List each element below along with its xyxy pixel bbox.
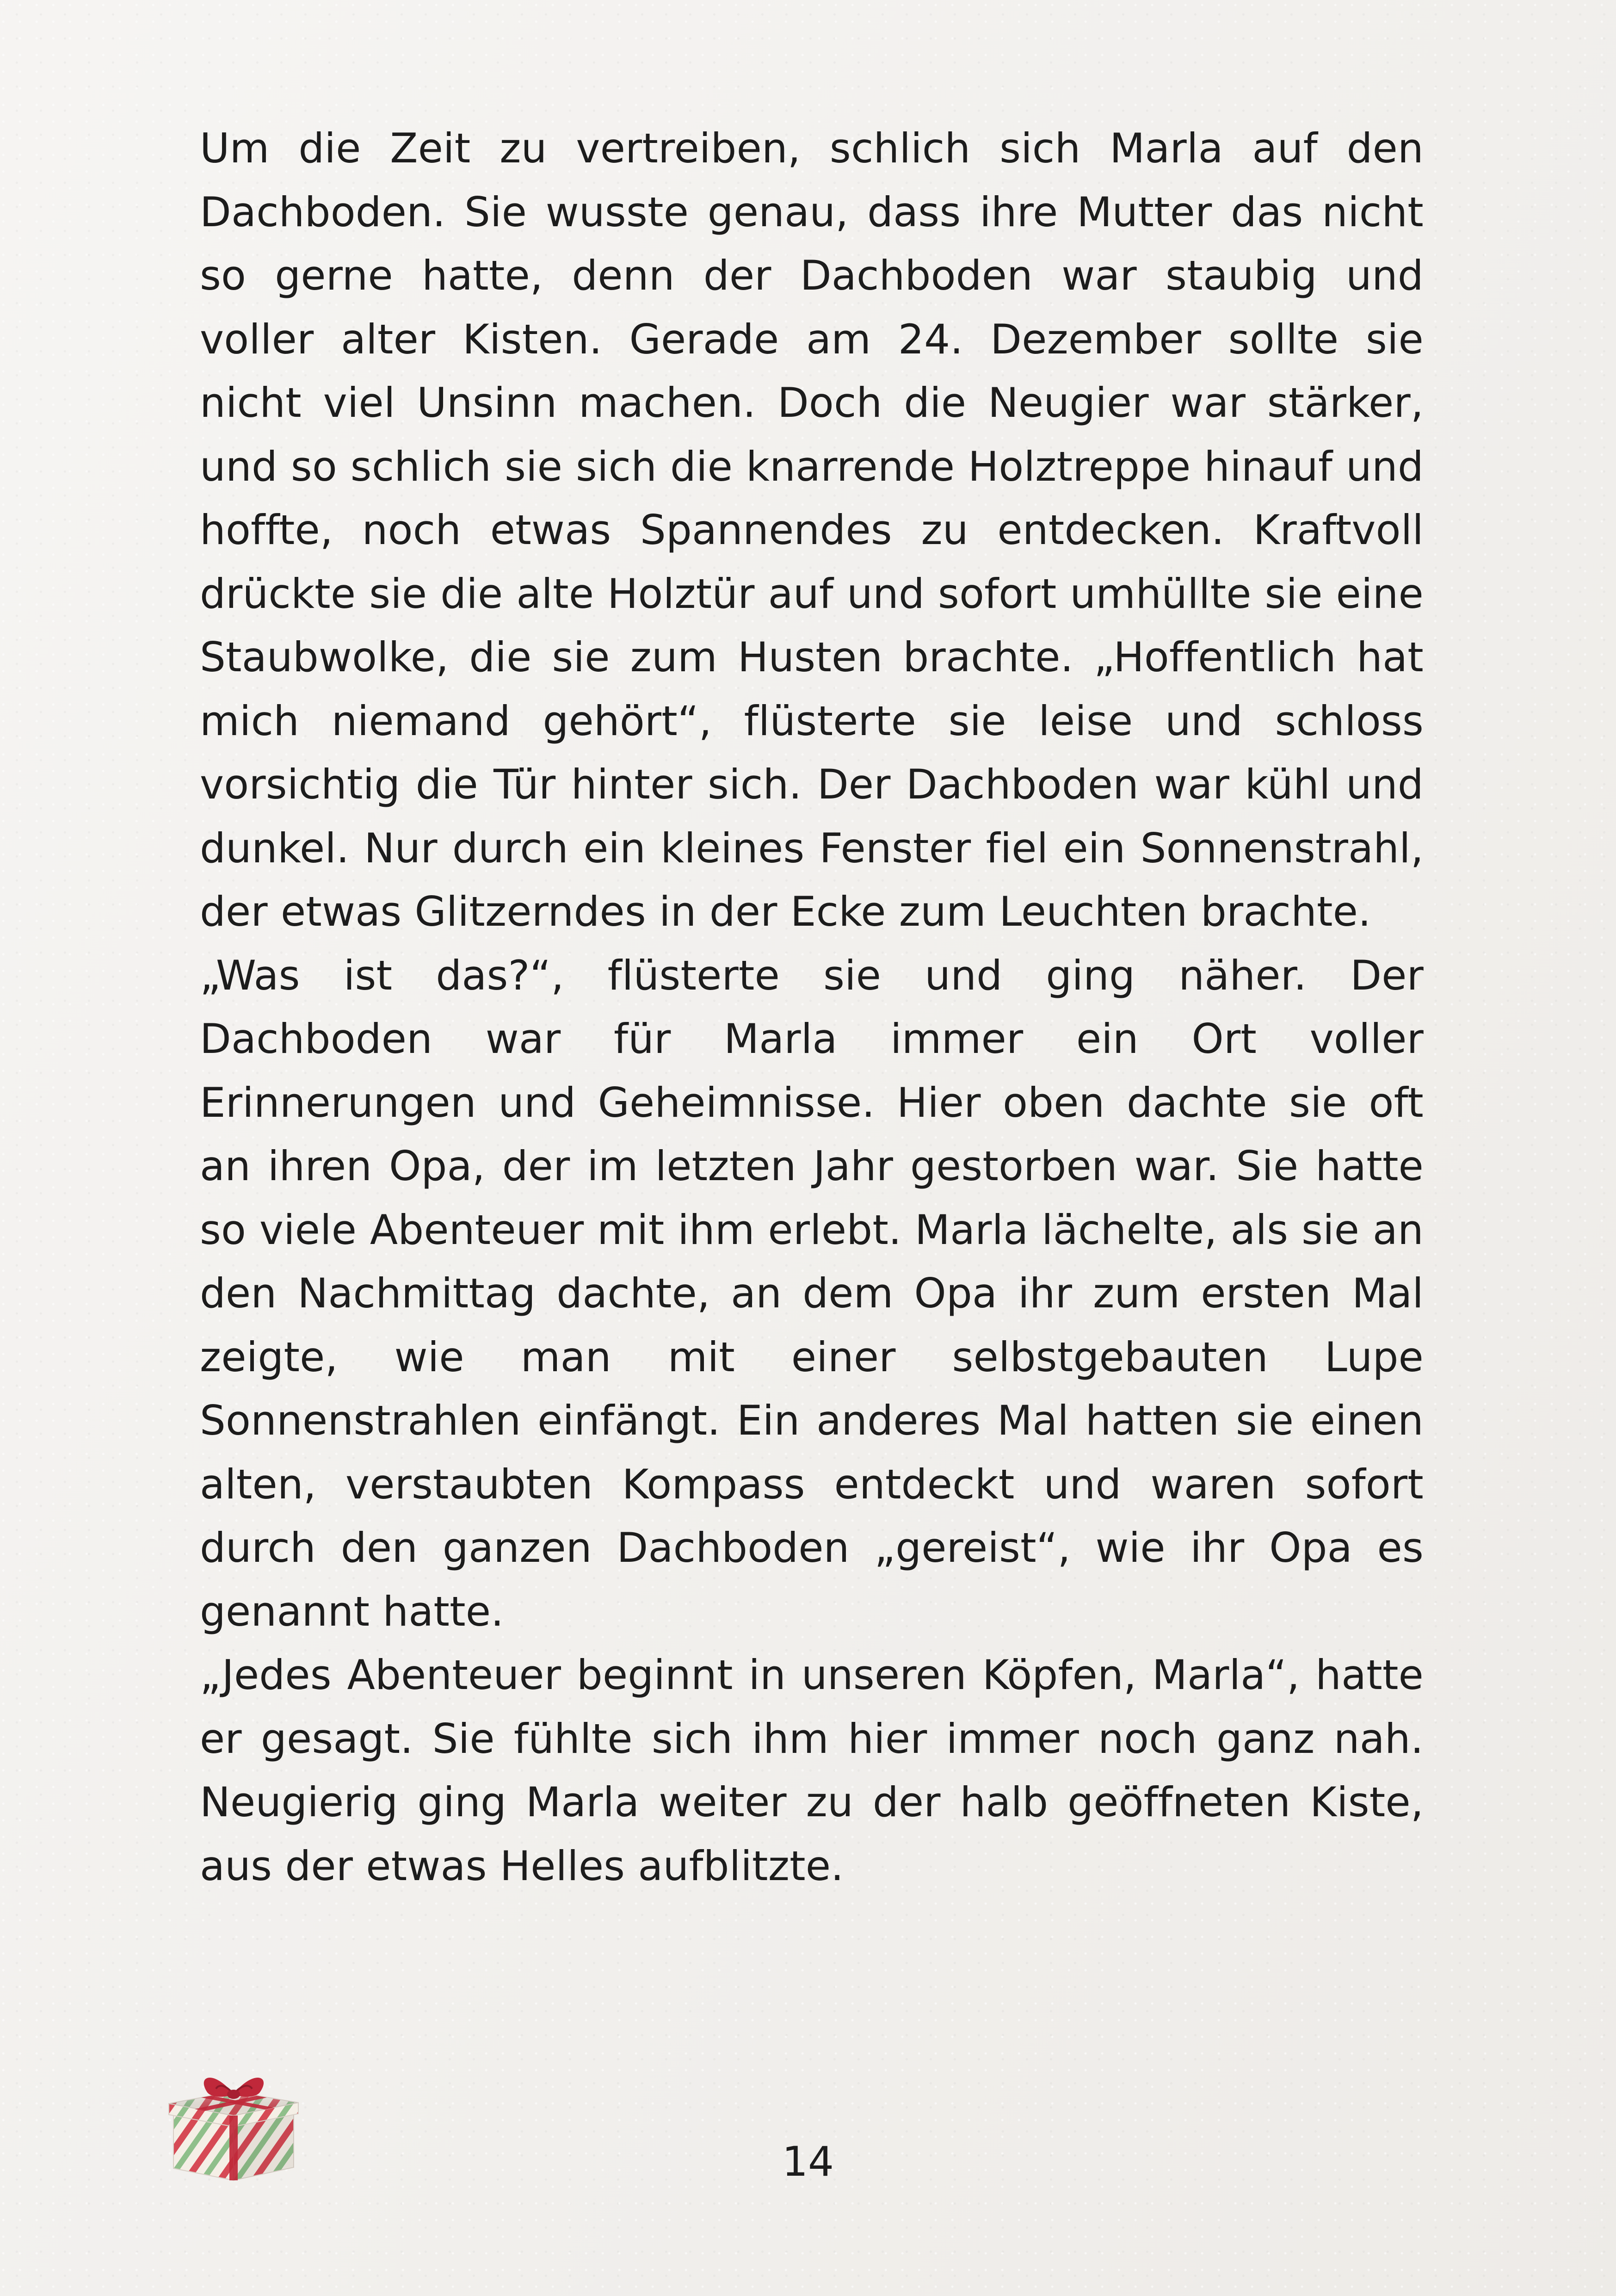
story-text: [200, 117, 1424, 1898]
gift-box-icon: [164, 2061, 303, 2181]
page-number: 14: [782, 2138, 834, 2185]
paragraph-3: „Jedes Abenteuer beginnt in unseren Köpfen, Marla“, hatte er gesagt. Sie fühlte sich ihm hier immer noch ganz nah. Neugierig ging Marla weiter zu der halb geöffneten Kiste, aus der etwas Helles aufblitzte.: [200, 1651, 1424, 1890]
paragraph-1: Um die Zeit zu vertreiben, schlich sich Marla auf den Dachboden. Sie wusste genau, dass ihre Mutter das nicht so gerne hatte, denn der Dachboden war staubig und voller alter Kisten. Gerade am 24. Dezember sollte sie nicht viel Unsinn machen. Doch die Neugier war stärker, und so schlich sie sich die knarrende Holztreppe hinauf und hoffte, noch etwas Spannendes zu entdecken. Kraftvoll drückte sie die alte Holztür auf und sofort umhüllte sie eine Staubwolke, die sie zum Husten brachte. „Hoffentlich hat mich niemand gehört“, flüsterte sie leise und schloss vorsichtig die Tür hinter sich. Der Dachboden war kühl und dunkel. Nur durch ein kleines Fenster fiel ein Sonnenstrahl, der etwas Glitzerndes in der Ecke zum Leuchten brachte.: [200, 124, 1424, 935]
paragraph-2: „Was ist das?“, flüsterte sie und ging näher. Der Dachboden war für Marla immer ein Ort voller Erinnerungen und Geheimnisse. Hier oben dachte sie oft an ihren Opa, der im letzten Jahr gestorben war. Sie hatte so viele Abenteuer mit ihm erlebt. Marla lächelte, als sie an den Nachmittag dachte, an dem Opa ihr zum ersten Mal zeigte, wie man mit einer selbstgebauten Lupe Sonnenstrahlen einfängt. Ein anderes Mal hatten sie einen alten, verstaubten Kompass entdeckt und waren sofort durch den ganzen Dachboden „gereist“, wie ihr Opa es genannt hatte.: [200, 951, 1424, 1635]
